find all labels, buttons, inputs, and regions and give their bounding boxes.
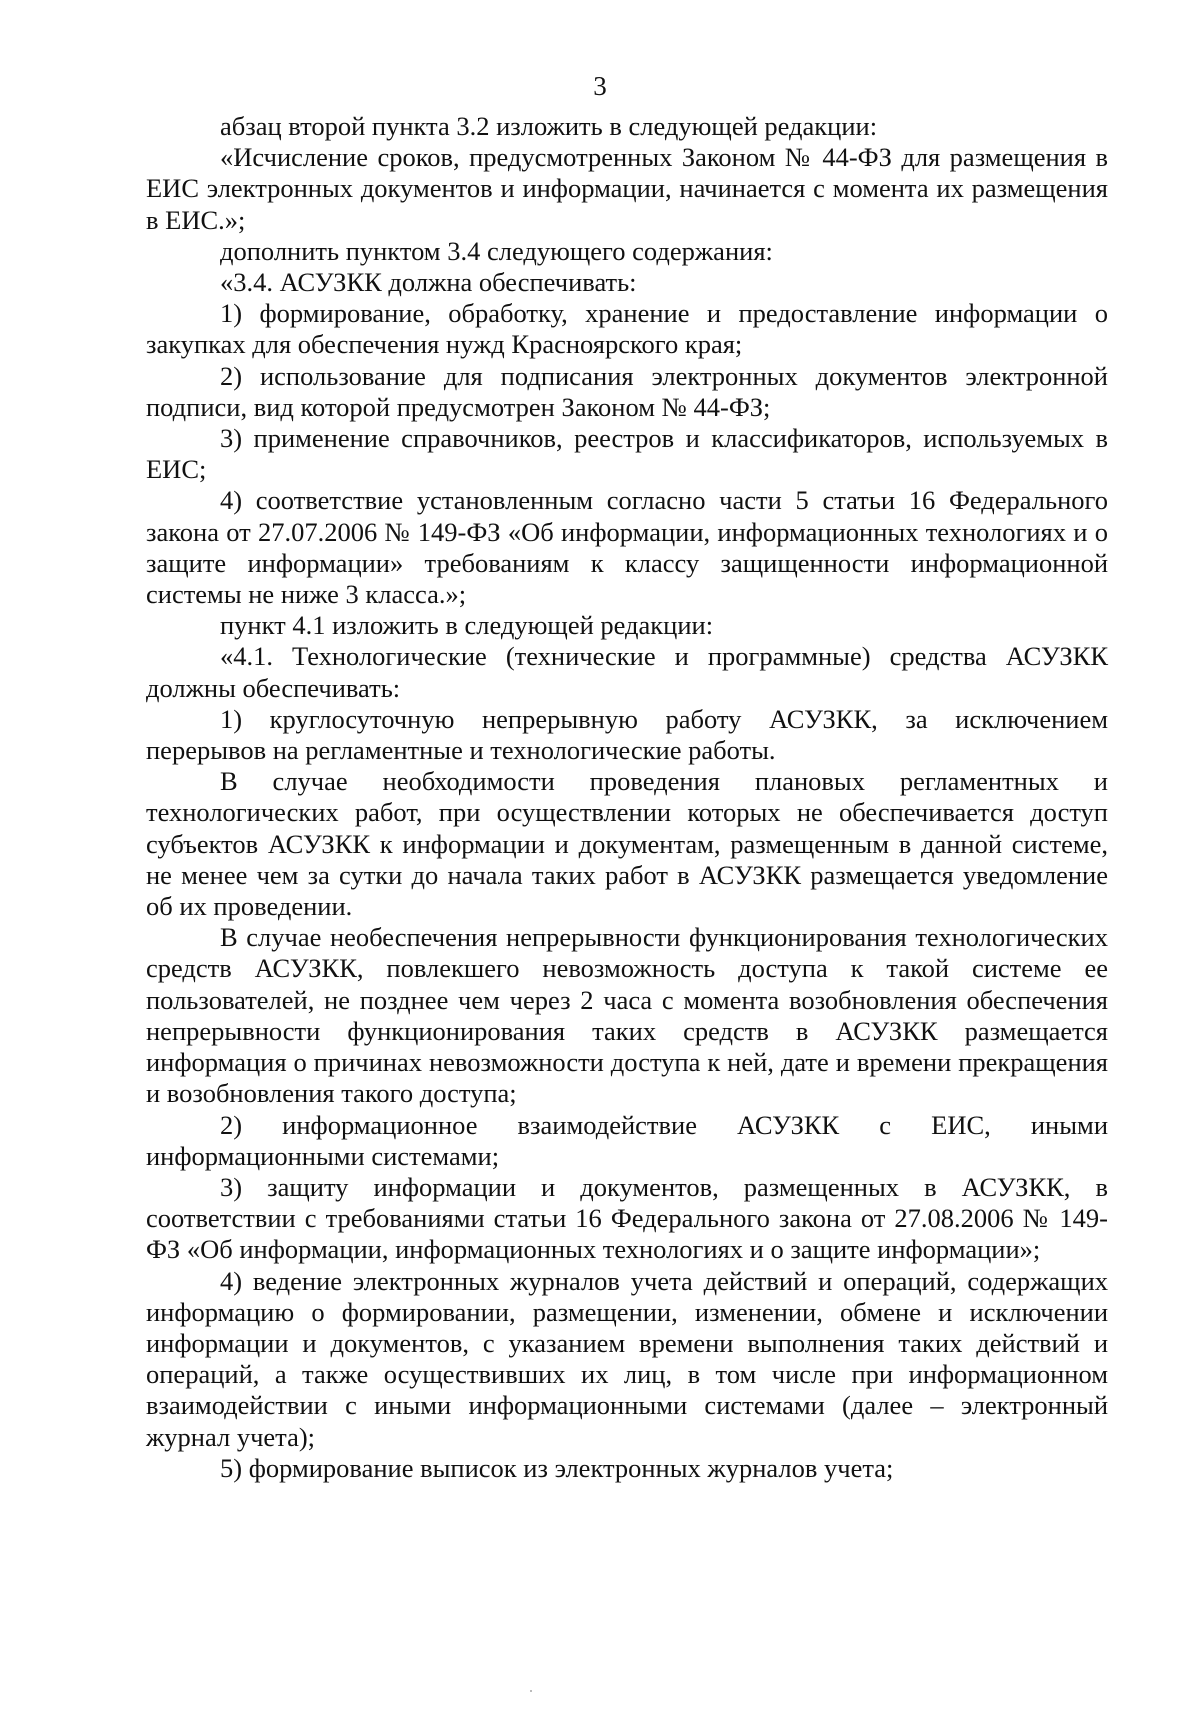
paragraph-3-4-heading: «3.4. АСУЗКК должна обеспечивать:: [220, 267, 637, 298]
list-item-4-1-2: 2) информационное взаимодействие АСУЗКК с ЕИС, иными информационными системами;: [146, 1109, 1108, 1171]
list-item-3-4-1: 1) формирование, обработку, хранение и предоставление информации о закупках для обеспечения нужд Красноярского края;: [146, 298, 1108, 360]
list-item-3-4-2: 2) использование для подписания электронных документов электронной подписи, вид которой предусмотрен Законом № 44-ФЗ;: [146, 360, 1108, 422]
paragraph-deadline-calculation: «Исчисление сроков, предусмотренных Законом № 44-ФЗ для размещения в ЕИС электронных документов и информации, начинается с момента их размещения в ЕИС.»;: [146, 142, 1108, 235]
paragraph-add-3-4-intro: дополнить пунктом 3.4 следующего содержания:: [220, 235, 773, 266]
paragraph-amend-4-1-intro: пункт 4.1 изложить в следующей редакции:: [220, 610, 714, 641]
list-item-4-1-4: 4) ведение электронных журналов учета действий и операций, содержащих информацию о формировании, размещении, изменении, обмене и исключении информации и документов, с указанием времени выполнения таких действий и операций, а также осуществивших их лиц, в том числе при информационном взаимодействии с иными информационными системами (далее – электронный журнал учета);: [146, 1265, 1108, 1452]
list-item-3-4-4: 4) соответствие установленным согласно части 5 статьи 16 Федерального закона от 27.07.2006 № 149-ФЗ «Об информации, информационных технологиях и о защите информации» требованиям к классу защищенности информационной системы не ниже 3 класса.»;: [146, 485, 1108, 610]
paragraph-continuity-failure: В случае необеспечения непрерывности функционирования технологических средств АСУЗКК, повлекшего невозможность доступа к такой системе ее пользователей, не позднее чем через 2 часа с момента возобновления обеспечения непрерывности функционирования таких средств в АСУЗКК размещается информация о причинах невозможности доступа к ней, дате и времени прекращения и возобновления такого доступа;: [146, 922, 1108, 1109]
list-item-3-4-3: 3) применение справочников, реестров и классификаторов, используемых в ЕИС;: [146, 423, 1108, 485]
paragraph-amend-3-2-intro: абзац второй пункта 3.2 изложить в следующей редакции:: [220, 111, 878, 141]
page-number: 3: [593, 71, 607, 101]
list-item-4-1-1: 1) круглосуточную непрерывную работу АСУЗКК, за исключением перерывов на регламентные и технологические работы.: [146, 703, 1108, 766]
paragraph-planned-maintenance: В случае необходимости проведения плановых регламентных и технологических работ, при осуществлении которых не обеспечивается доступ субъектов АСУЗКК к информации и документам, размещенным в данной системе, не менее чем за сутки до начала таких работ в АСУЗКК размещается уведомление об их проведении.: [146, 766, 1108, 922]
scan-artifact: [530, 1690, 532, 1692]
paragraph-4-1-heading: «4.1. Технологические (технические и программные) средства АСУЗКК должны обеспечивать:: [146, 641, 1108, 703]
list-item-4-1-5: 5) формирование выписок из электронных журналов учета;: [220, 1452, 894, 1483]
list-item-4-1-3: 3) защиту информации и документов, размещенных в АСУЗКК, в соответствии с требованиями статьи 16 Федерального закона от 27.08.2006 № 149-ФЗ «Об информации, информационных технологиях и о защите информации»;: [146, 1171, 1108, 1265]
document-body: [146, 111, 1108, 1484]
